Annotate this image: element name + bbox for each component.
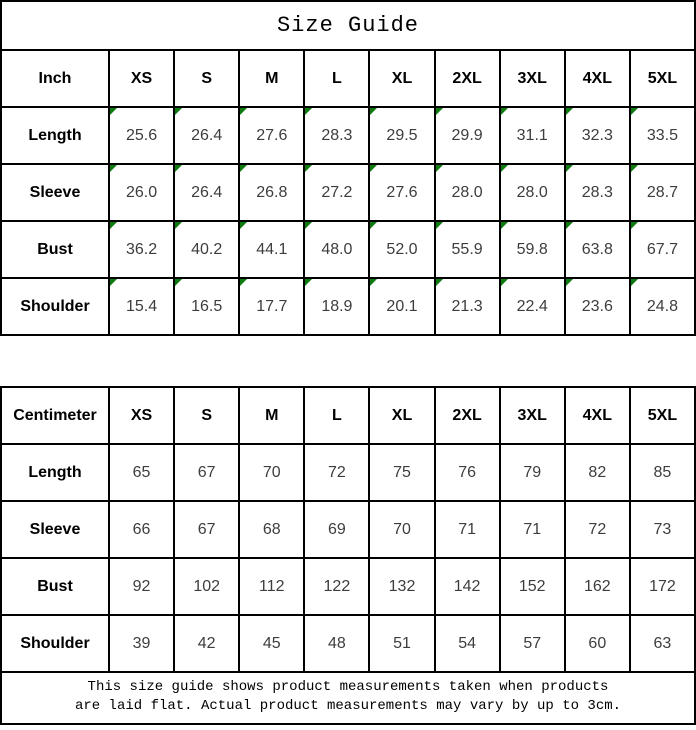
- centimeter-size-table: [0, 386, 696, 673]
- value-cell: [174, 278, 239, 335]
- size-header-cell-text: L: [331, 69, 342, 87]
- value-cell-text: 79: [523, 463, 542, 481]
- green-triangle-icon: [501, 165, 508, 172]
- section-gap: [0, 336, 696, 388]
- green-triangle-icon: [436, 165, 443, 172]
- row-label-cell-text: Bust: [37, 577, 73, 595]
- value-cell: [500, 164, 565, 221]
- green-triangle-icon: [566, 222, 573, 229]
- green-triangle-icon: [566, 165, 573, 172]
- value-cell-text: 48.0: [321, 240, 353, 258]
- value-cell-text: 20.1: [386, 297, 418, 315]
- value-cell: [304, 107, 369, 164]
- green-triangle-icon: [240, 222, 247, 229]
- value-cell-text: 32.3: [581, 126, 613, 144]
- size-header-cell-text: S: [201, 69, 212, 87]
- value-cell-text: 172: [649, 577, 676, 595]
- value-cell: [239, 107, 304, 164]
- value-cell: [565, 164, 630, 221]
- page-title-text: Size Guide: [276, 13, 420, 38]
- value-cell: [174, 164, 239, 221]
- value-cell-text: 102: [193, 577, 221, 595]
- size-header-cell: [369, 387, 434, 444]
- value-cell-text: 25.6: [125, 126, 158, 144]
- value-cell: [435, 278, 500, 335]
- value-cell-text: 85: [653, 463, 672, 481]
- green-triangle-icon: [436, 279, 443, 286]
- value-cell-text: 67.7: [646, 240, 678, 258]
- value-cell: [109, 278, 174, 335]
- value-cell-text: 15.4: [125, 297, 158, 315]
- value-cell: [109, 444, 174, 501]
- size-header-cell-text: 4XL: [582, 69, 612, 87]
- green-triangle-icon: [370, 222, 377, 229]
- value-cell-text: 44.1: [256, 240, 288, 258]
- measurement-row: [1, 501, 695, 558]
- value-cell: [630, 501, 695, 558]
- size-header-cell: [109, 387, 174, 444]
- size-header-cell: [500, 387, 565, 444]
- size-header-cell-text: S: [201, 406, 212, 424]
- green-triangle-icon: [110, 108, 117, 115]
- size-header-cell: [435, 387, 500, 444]
- value-cell-text: 27.6: [386, 183, 418, 201]
- value-cell: [239, 615, 304, 672]
- row-label-cell: [1, 278, 109, 335]
- green-triangle-icon: [501, 222, 508, 229]
- green-triangle-icon: [110, 165, 117, 172]
- value-cell: [239, 164, 304, 221]
- value-cell-text: 33.5: [646, 126, 678, 144]
- value-cell: [109, 221, 174, 278]
- value-cell-text: 29.9: [451, 126, 483, 144]
- value-cell-text: 31.1: [516, 126, 548, 144]
- value-cell: [500, 278, 565, 335]
- value-cell-text: 65: [132, 463, 151, 481]
- value-cell: [304, 278, 369, 335]
- row-label-cell: [1, 615, 109, 672]
- size-header-cell-text: M: [265, 69, 279, 87]
- value-cell-text: 52.0: [386, 240, 418, 258]
- value-cell-text: 28.3: [581, 183, 613, 201]
- footer-note-line-2: are laid flat. Actual product measurements may vary by up to 3cm.: [74, 698, 622, 714]
- value-cell-text: 28.0: [451, 183, 483, 201]
- value-cell: [369, 558, 434, 615]
- value-cell: [435, 444, 500, 501]
- value-cell-text: 48: [327, 634, 346, 652]
- green-triangle-icon: [240, 108, 247, 115]
- size-header-cell: [174, 50, 239, 107]
- green-triangle-icon: [175, 279, 182, 286]
- green-triangle-icon: [370, 108, 377, 115]
- value-cell: [174, 501, 239, 558]
- value-cell-text: 23.6: [581, 297, 613, 315]
- value-cell-text: 59.8: [516, 240, 548, 258]
- value-cell: [435, 558, 500, 615]
- value-cell-text: 26.4: [191, 183, 223, 201]
- value-cell-text: 42: [197, 634, 216, 652]
- measurement-row: [1, 107, 695, 164]
- value-cell: [174, 107, 239, 164]
- green-triangle-icon: [436, 108, 443, 115]
- value-cell-text: 68: [262, 520, 281, 538]
- size-header-cell-text: L: [331, 406, 342, 424]
- value-cell-text: 27.2: [321, 183, 353, 201]
- value-cell-text: 63: [653, 634, 672, 652]
- size-header-row: [1, 387, 695, 444]
- size-header-cell-text: M: [265, 406, 279, 424]
- value-cell-text: 28.7: [646, 183, 678, 201]
- value-cell-text: 73: [653, 520, 672, 538]
- row-label-cell-text: Sleeve: [29, 520, 81, 538]
- inch-size-table: [0, 49, 696, 336]
- row-label-cell-text: Length: [28, 126, 82, 144]
- size-header-cell: [174, 387, 239, 444]
- value-cell: [304, 444, 369, 501]
- measurement-row: [1, 278, 695, 335]
- value-cell: [239, 501, 304, 558]
- green-triangle-icon: [631, 108, 638, 115]
- value-cell-text: 66: [132, 520, 151, 538]
- value-cell-text: 76: [458, 463, 476, 481]
- row-label-cell: [1, 221, 109, 278]
- value-cell-text: 92: [132, 577, 151, 595]
- value-cell: [500, 444, 565, 501]
- green-triangle-icon: [501, 279, 508, 286]
- green-triangle-icon: [370, 279, 377, 286]
- size-header-cell-text: 2XL: [452, 69, 482, 87]
- size-header-cell-text: 4XL: [582, 406, 612, 424]
- measurement-row: [1, 164, 695, 221]
- value-cell: [630, 615, 695, 672]
- value-cell: [109, 558, 174, 615]
- value-cell-text: 57: [523, 634, 542, 652]
- value-cell-text: 54: [458, 634, 476, 652]
- value-cell-text: 39: [132, 634, 151, 652]
- value-cell: [174, 558, 239, 615]
- value-cell-text: 22.4: [516, 297, 548, 315]
- unit-header-cell-text: Inch: [38, 69, 72, 87]
- size-header-row: [1, 50, 695, 107]
- unit-header-cell: [1, 50, 109, 107]
- size-header-cell-text: XS: [130, 69, 153, 87]
- measurement-row: [1, 615, 695, 672]
- value-cell-text: 28.3: [321, 126, 353, 144]
- value-cell: [304, 501, 369, 558]
- value-cell: [239, 444, 304, 501]
- value-cell: [565, 444, 630, 501]
- value-cell: [174, 615, 239, 672]
- value-cell-text: 16.5: [191, 297, 223, 315]
- value-cell-text: 67: [197, 520, 216, 538]
- green-triangle-icon: [305, 222, 312, 229]
- value-cell: [565, 501, 630, 558]
- green-triangle-icon: [566, 108, 573, 115]
- measurement-row: [1, 558, 695, 615]
- size-header-cell-text: 3XL: [517, 69, 547, 87]
- value-cell-text: 17.7: [256, 297, 288, 315]
- value-cell-text: 24.8: [646, 297, 678, 315]
- size-header-cell-text: 5XL: [647, 406, 678, 424]
- green-triangle-icon: [631, 222, 638, 229]
- value-cell: [109, 164, 174, 221]
- size-header-cell-text: 3XL: [517, 406, 547, 424]
- green-triangle-icon: [305, 108, 312, 115]
- size-header-cell: [109, 50, 174, 107]
- value-cell: [565, 615, 630, 672]
- value-cell: [369, 501, 434, 558]
- value-cell-text: 27.6: [256, 126, 288, 144]
- value-cell: [369, 615, 434, 672]
- value-cell: [304, 615, 369, 672]
- value-cell: [500, 107, 565, 164]
- row-label-cell-text: Sleeve: [29, 183, 81, 201]
- row-label-cell: [1, 164, 109, 221]
- size-header-cell-text: 5XL: [647, 69, 678, 87]
- size-header-cell: [304, 387, 369, 444]
- value-cell-text: 72: [588, 520, 607, 538]
- size-header-cell-text: XL: [391, 69, 413, 87]
- unit-header-cell-text: Centimeter: [13, 406, 97, 424]
- centimeter-table-body: [1, 387, 695, 672]
- value-cell: [304, 221, 369, 278]
- value-cell: [304, 164, 369, 221]
- value-cell: [630, 221, 695, 278]
- value-cell-text: 60: [588, 634, 607, 652]
- size-header-cell-text: XS: [130, 406, 153, 424]
- value-cell-text: 26.0: [125, 183, 158, 201]
- value-cell-text: 69: [327, 520, 346, 538]
- value-cell: [109, 615, 174, 672]
- value-cell-text: 36.2: [125, 240, 158, 258]
- value-cell-text: 26.8: [256, 183, 288, 201]
- value-cell-text: 67: [197, 463, 216, 481]
- measurement-row: [1, 221, 695, 278]
- value-cell: [369, 221, 434, 278]
- value-cell-text: 21.3: [451, 297, 483, 315]
- value-cell: [630, 278, 695, 335]
- green-triangle-icon: [370, 165, 377, 172]
- value-cell-text: 51: [393, 634, 411, 652]
- value-cell: [304, 558, 369, 615]
- value-cell: [565, 558, 630, 615]
- row-label-cell: [1, 501, 109, 558]
- row-label-cell: [1, 107, 109, 164]
- measurement-row: [1, 444, 695, 501]
- value-cell: [500, 615, 565, 672]
- value-cell: [565, 107, 630, 164]
- value-cell-text: 18.9: [321, 297, 353, 315]
- value-cell: [239, 221, 304, 278]
- green-triangle-icon: [110, 222, 117, 229]
- size-header-cell: [630, 387, 695, 444]
- value-cell-text: 29.5: [386, 126, 418, 144]
- value-cell-text: 82: [588, 463, 607, 481]
- green-triangle-icon: [631, 165, 638, 172]
- value-cell: [174, 221, 239, 278]
- value-cell-text: 152: [518, 577, 546, 595]
- page-title: [0, 0, 696, 51]
- size-header-cell: [304, 50, 369, 107]
- row-label-cell: [1, 444, 109, 501]
- row-label-cell-text: Shoulder: [20, 297, 90, 315]
- size-header-cell: [565, 50, 630, 107]
- value-cell: [630, 444, 695, 501]
- value-cell-text: 142: [453, 577, 481, 595]
- value-cell-text: 71: [458, 520, 476, 538]
- green-triangle-icon: [305, 165, 312, 172]
- green-triangle-icon: [175, 222, 182, 229]
- size-header-cell: [435, 50, 500, 107]
- value-cell: [369, 444, 434, 501]
- value-cell: [369, 164, 434, 221]
- inch-table-body: [1, 50, 695, 335]
- size-header-cell: [565, 387, 630, 444]
- size-header-cell: [500, 50, 565, 107]
- value-cell: [500, 221, 565, 278]
- value-cell-text: 162: [583, 577, 611, 595]
- row-label-cell-text: Length: [28, 463, 82, 481]
- row-label-cell-text: Bust: [37, 240, 73, 258]
- value-cell-text: 112: [259, 577, 285, 595]
- unit-header-cell: [1, 387, 109, 444]
- value-cell-text: 122: [323, 577, 351, 595]
- row-label-cell: [1, 558, 109, 615]
- row-label-cell-text: Shoulder: [20, 634, 90, 652]
- footer-note-line-1: This size guide shows product measurements taken when products: [87, 679, 609, 695]
- green-triangle-icon: [110, 279, 117, 286]
- green-triangle-icon: [501, 108, 508, 115]
- value-cell-text: 28.0: [516, 183, 548, 201]
- value-cell: [369, 107, 434, 164]
- value-cell: [500, 501, 565, 558]
- size-header-cell-text: 2XL: [452, 406, 482, 424]
- value-cell: [239, 558, 304, 615]
- value-cell-text: 70: [262, 463, 281, 481]
- value-cell: [435, 615, 500, 672]
- value-cell: [369, 278, 434, 335]
- value-cell-text: 55.9: [451, 240, 483, 258]
- green-triangle-icon: [175, 108, 182, 115]
- value-cell: [565, 221, 630, 278]
- value-cell-text: 63.8: [581, 240, 613, 258]
- value-cell: [565, 278, 630, 335]
- green-triangle-icon: [631, 279, 638, 286]
- value-cell-text: 45: [262, 634, 281, 652]
- value-cell-text: 132: [388, 577, 416, 595]
- value-cell-text: 40.2: [191, 240, 223, 258]
- value-cell-text: 71: [523, 520, 542, 538]
- footer-note: [0, 671, 696, 725]
- value-cell: [109, 501, 174, 558]
- green-triangle-icon: [436, 222, 443, 229]
- value-cell: [500, 558, 565, 615]
- value-cell: [435, 501, 500, 558]
- value-cell-text: 70: [393, 520, 411, 538]
- value-cell: [109, 107, 174, 164]
- size-header-cell: [630, 50, 695, 107]
- value-cell: [435, 221, 500, 278]
- value-cell: [630, 558, 695, 615]
- value-cell: [435, 164, 500, 221]
- size-header-cell: [239, 387, 304, 444]
- value-cell-text: 26.4: [191, 126, 223, 144]
- value-cell: [630, 164, 695, 221]
- value-cell: [630, 107, 695, 164]
- value-cell: [239, 278, 304, 335]
- green-triangle-icon: [305, 279, 312, 286]
- size-header-cell: [369, 50, 434, 107]
- value-cell-text: 75: [393, 463, 411, 481]
- size-header-cell-text: XL: [391, 406, 413, 424]
- green-triangle-icon: [566, 279, 573, 286]
- green-triangle-icon: [175, 165, 182, 172]
- green-triangle-icon: [240, 279, 247, 286]
- size-header-cell: [239, 50, 304, 107]
- value-cell: [435, 107, 500, 164]
- green-triangle-icon: [240, 165, 247, 172]
- value-cell: [174, 444, 239, 501]
- value-cell-text: 72: [327, 463, 346, 481]
